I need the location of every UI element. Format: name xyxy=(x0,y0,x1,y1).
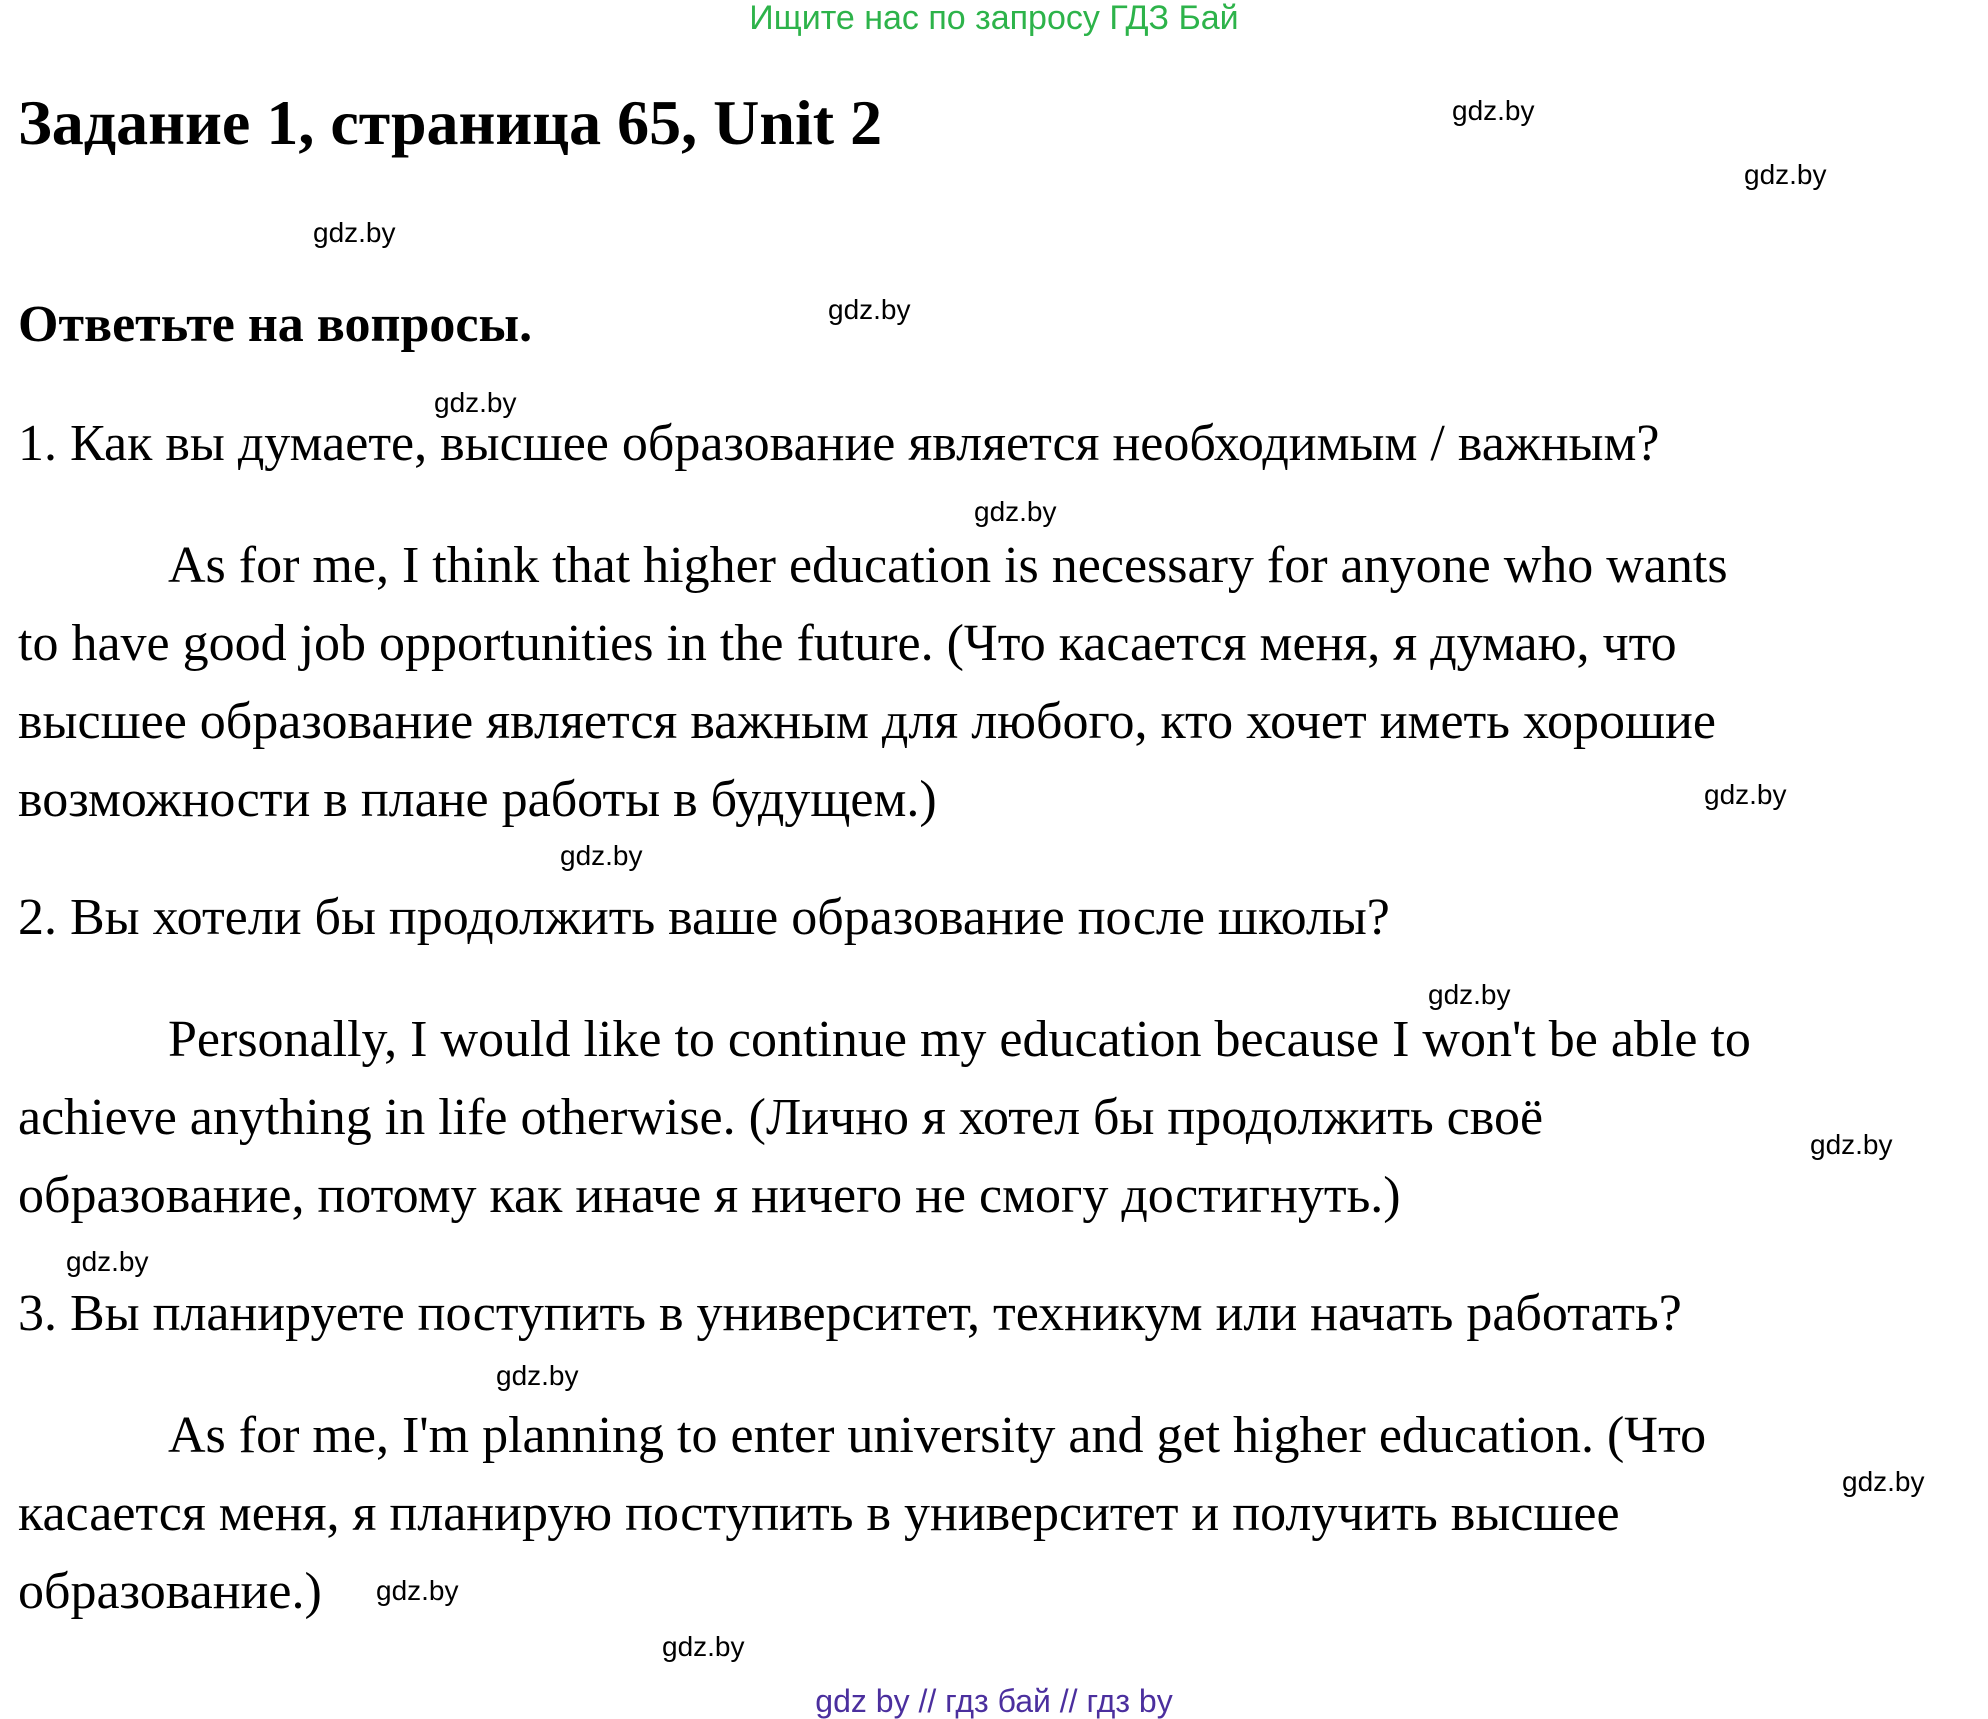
watermark: gdz.by xyxy=(66,1246,149,1277)
watermark: gdz.by xyxy=(313,217,396,248)
answer-2-line-2: achieve anything in life otherwise. (Лично я хотел бы продолжить своё xyxy=(18,1089,1544,1146)
question-1: 1. Как вы думаете, высшее образование является необходимым / важным? xyxy=(18,415,1660,472)
question-3: 3. Вы планируете поступить в университет, техникум или начать работать? xyxy=(18,1285,1682,1342)
question-2: 2. Вы хотели бы продолжить ваше образование после школы? xyxy=(18,889,1390,946)
watermark: gdz.by xyxy=(662,1631,745,1662)
watermark: gdz.by xyxy=(496,1360,579,1391)
answer-3-line-3: образование.) xyxy=(18,1563,322,1620)
answer-1-line-1: As for me, I think that higher education is necessary for anyone who wants xyxy=(168,537,1728,594)
answer-1-line-4: возможности в плане работы в будущем.) xyxy=(18,771,937,828)
watermark: gdz.by xyxy=(1428,979,1511,1010)
answer-1-line-3: высшее образование является важным для любого, кто хочет иметь хорошие xyxy=(18,693,1716,750)
watermark: gdz.by xyxy=(828,294,911,325)
watermark: gdz.by xyxy=(974,496,1057,527)
watermark: gdz.by xyxy=(1744,159,1827,190)
answer-2-line-3: образование, потому как иначе я ничего не смогу достигнуть.) xyxy=(18,1167,1401,1224)
watermark: gdz.by xyxy=(1810,1129,1893,1160)
watermark: gdz.by xyxy=(1452,95,1535,126)
watermark: gdz.by xyxy=(1842,1466,1925,1497)
answer-1-line-2: to have good job opportunities in the future. (Что касается меня, я думаю, что xyxy=(18,615,1677,672)
answer-2-line-1: Personally, I would like to continue my education because I won't be able to xyxy=(168,1011,1751,1068)
answer-3-line-1: As for me, I'm planning to enter university and get higher education. (Что xyxy=(168,1407,1707,1464)
footer-links: gdz by // гдз бай // гдз by xyxy=(815,1683,1173,1719)
watermark: gdz.by xyxy=(434,387,517,418)
watermark: gdz.by xyxy=(376,1575,459,1606)
watermark: gdz.by xyxy=(1704,779,1787,810)
answer-3-line-2: касается меня, я планирую поступить в университет и получить высшее xyxy=(18,1485,1620,1542)
page-title: Задание 1, страница 65, Unit 2 xyxy=(18,87,883,158)
search-hint-banner: Ищите нас по запросу ГДЗ Бай xyxy=(749,0,1239,37)
task-instruction: Ответьте на вопросы. xyxy=(18,296,533,353)
watermark: gdz.by xyxy=(560,840,643,871)
